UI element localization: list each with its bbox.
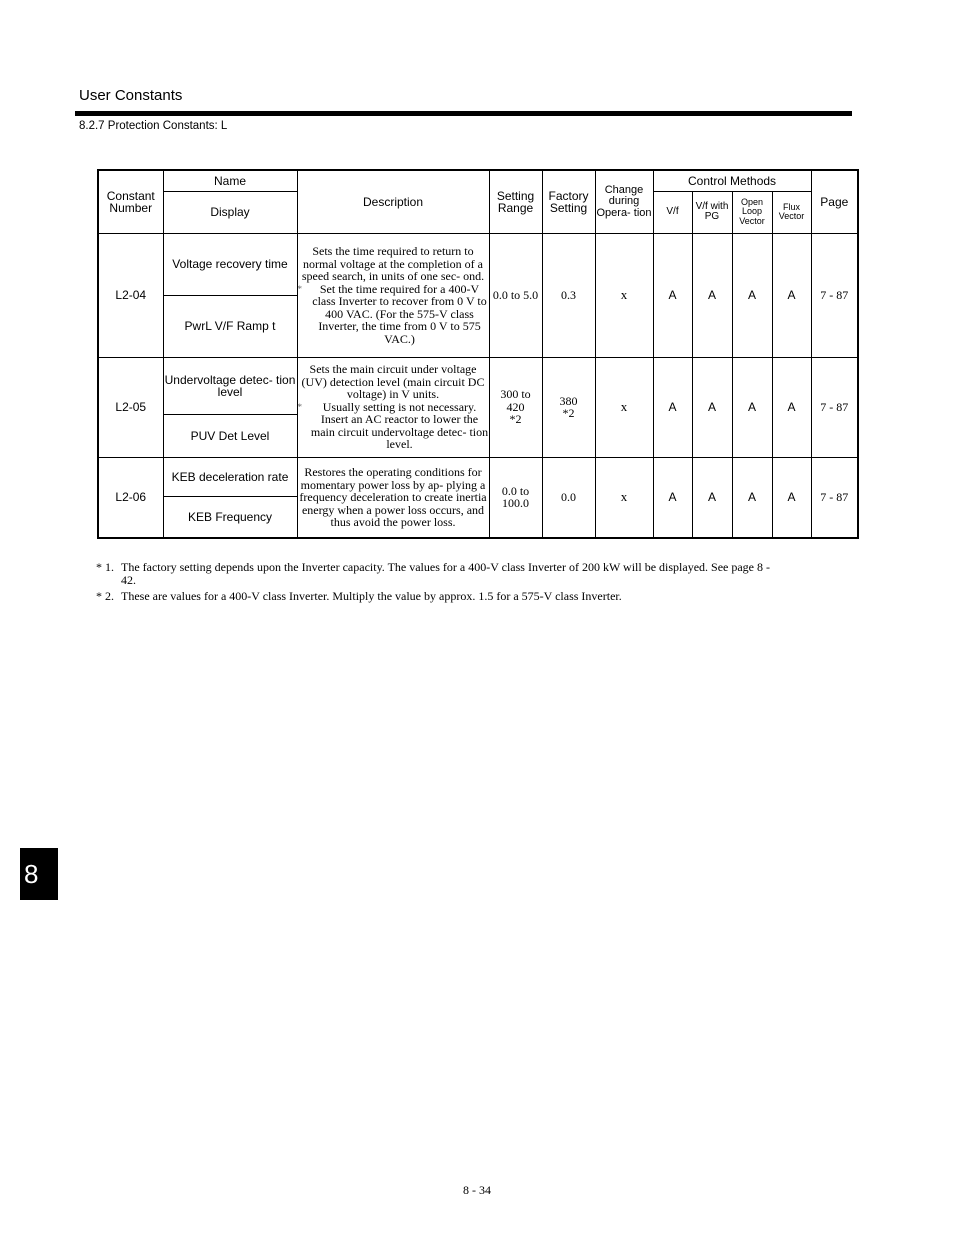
constant-description: Restores the operating conditions for momentary power loss by ap- plying a frequency deceleration to create inertia energy when a power loss occurs, and thus avoid the power loss. [297, 457, 489, 538]
table-row [98, 457, 858, 496]
page-ref: 7 - 87 [811, 357, 858, 457]
constant-display: KEB Frequency [163, 496, 297, 538]
method-vf-pg: A [692, 457, 732, 538]
constant-display: PUV Det Level [163, 414, 297, 457]
method-vf: A [653, 357, 692, 457]
note-mark: * [297, 401, 302, 412]
footnote-mark: * 1. [96, 560, 114, 574]
header-setting-range: Setting Range [489, 170, 542, 233]
method-flux: A [772, 357, 811, 457]
factory-setting-note: *2 [562, 406, 575, 420]
constant-description [297, 357, 489, 457]
setting-range: 0.0 to 5.0 [489, 233, 542, 357]
note-text: Set the time required for a 400-V class Inverter to recover from 0 V to 400 VAC. (For the 575-V class Inverter, the time from 0 V to 575 VAC.) [312, 281, 487, 346]
page-ref: 7 - 87 [811, 457, 858, 538]
header-change-during-operation: Change during Opera- tion [595, 170, 653, 233]
description-note [298, 283, 489, 346]
page-ref: 7 - 87 [811, 233, 858, 357]
header-rule [75, 111, 852, 116]
method-vf-pg: A [692, 357, 732, 457]
change-during-operation: x [595, 233, 653, 357]
header-description: Description [297, 170, 489, 233]
footnote-text: The factory setting depends upon the Inverter capacity. The values for a 400-V class Inverter of 200 kW will be displayed. See page 8 - 42. [121, 560, 771, 587]
change-during-operation: x [595, 457, 653, 538]
setting-range-value: 0.0 to 100.0 [501, 483, 530, 511]
note-text: Usually setting is not necessary. Insert an AC reactor to lower the main circuit undervoltage detec- tion level. [310, 399, 489, 452]
factory-setting: 0.0 [542, 457, 595, 538]
method-olv: A [732, 233, 772, 357]
note-mark: * [297, 283, 302, 294]
page-number: 8 - 34 [463, 1183, 491, 1197]
constant-number: L2-04 [98, 233, 163, 357]
footnote-2 [96, 590, 776, 603]
method-flux: A [772, 233, 811, 357]
method-vf-pg: A [692, 233, 732, 357]
description-note [298, 401, 489, 451]
header-page: Page [811, 170, 858, 233]
constants-table [97, 169, 859, 539]
constant-name: Voltage recovery time [163, 233, 297, 295]
table-row [98, 357, 858, 414]
header-vf-with-pg: V/f with PG [692, 191, 732, 233]
constant-name: Undervoltage detec- tion level [163, 357, 297, 414]
footnotes [96, 561, 776, 606]
header-open-loop-vector: Open Loop Vector [732, 191, 772, 233]
header-name: Name [163, 170, 297, 191]
subsection-title: 8.2.7 Protection Constants: L [79, 120, 228, 132]
factory-setting-value: 380 [559, 393, 578, 408]
header-display: Display [163, 191, 297, 233]
constant-number: L2-06 [98, 457, 163, 538]
chapter-tab: 8 [20, 848, 58, 900]
description-text: Sets the time required to return to normal voltage at the completion of a speed search, in units of one sec- ond. [301, 244, 485, 283]
method-vf: A [653, 233, 692, 357]
method-vf: A [653, 457, 692, 538]
setting-range-value: 300 to 420 [500, 387, 531, 414]
header-flux-vector: Flux Vector [772, 191, 811, 233]
constant-description [297, 233, 489, 357]
table-row [98, 233, 858, 295]
footnote-1 [96, 561, 776, 587]
header-constant-number: Constant Number [98, 170, 163, 233]
method-olv: A [732, 357, 772, 457]
footnote-mark: * 2. [96, 589, 114, 603]
setting-range [489, 357, 542, 457]
footnote-text: These are values for a 400-V class Inverter. Multiply the value by approx. 1.5 for a 575-V class Inverter. [121, 589, 622, 603]
method-olv: A [732, 457, 772, 538]
method-flux: A [772, 457, 811, 538]
header-vf: V/f [653, 191, 692, 233]
header-factory-setting: Factory Setting [542, 170, 595, 233]
constant-name: KEB deceleration rate [163, 457, 297, 496]
factory-setting: 0.3 [542, 233, 595, 357]
setting-range [489, 457, 542, 538]
constant-display: PwrL V/F Ramp t [163, 295, 297, 357]
description-text: Sets the main circuit under voltage (UV) detection level (main circuit DC voltage) in V units. [301, 362, 485, 402]
factory-setting [542, 357, 595, 457]
page-header-title: User Constants [79, 87, 183, 104]
header-control-methods: Control Methods [653, 170, 811, 191]
setting-range-note: *2 [509, 412, 522, 427]
constant-number: L2-05 [98, 357, 163, 457]
change-during-operation: x [595, 357, 653, 457]
